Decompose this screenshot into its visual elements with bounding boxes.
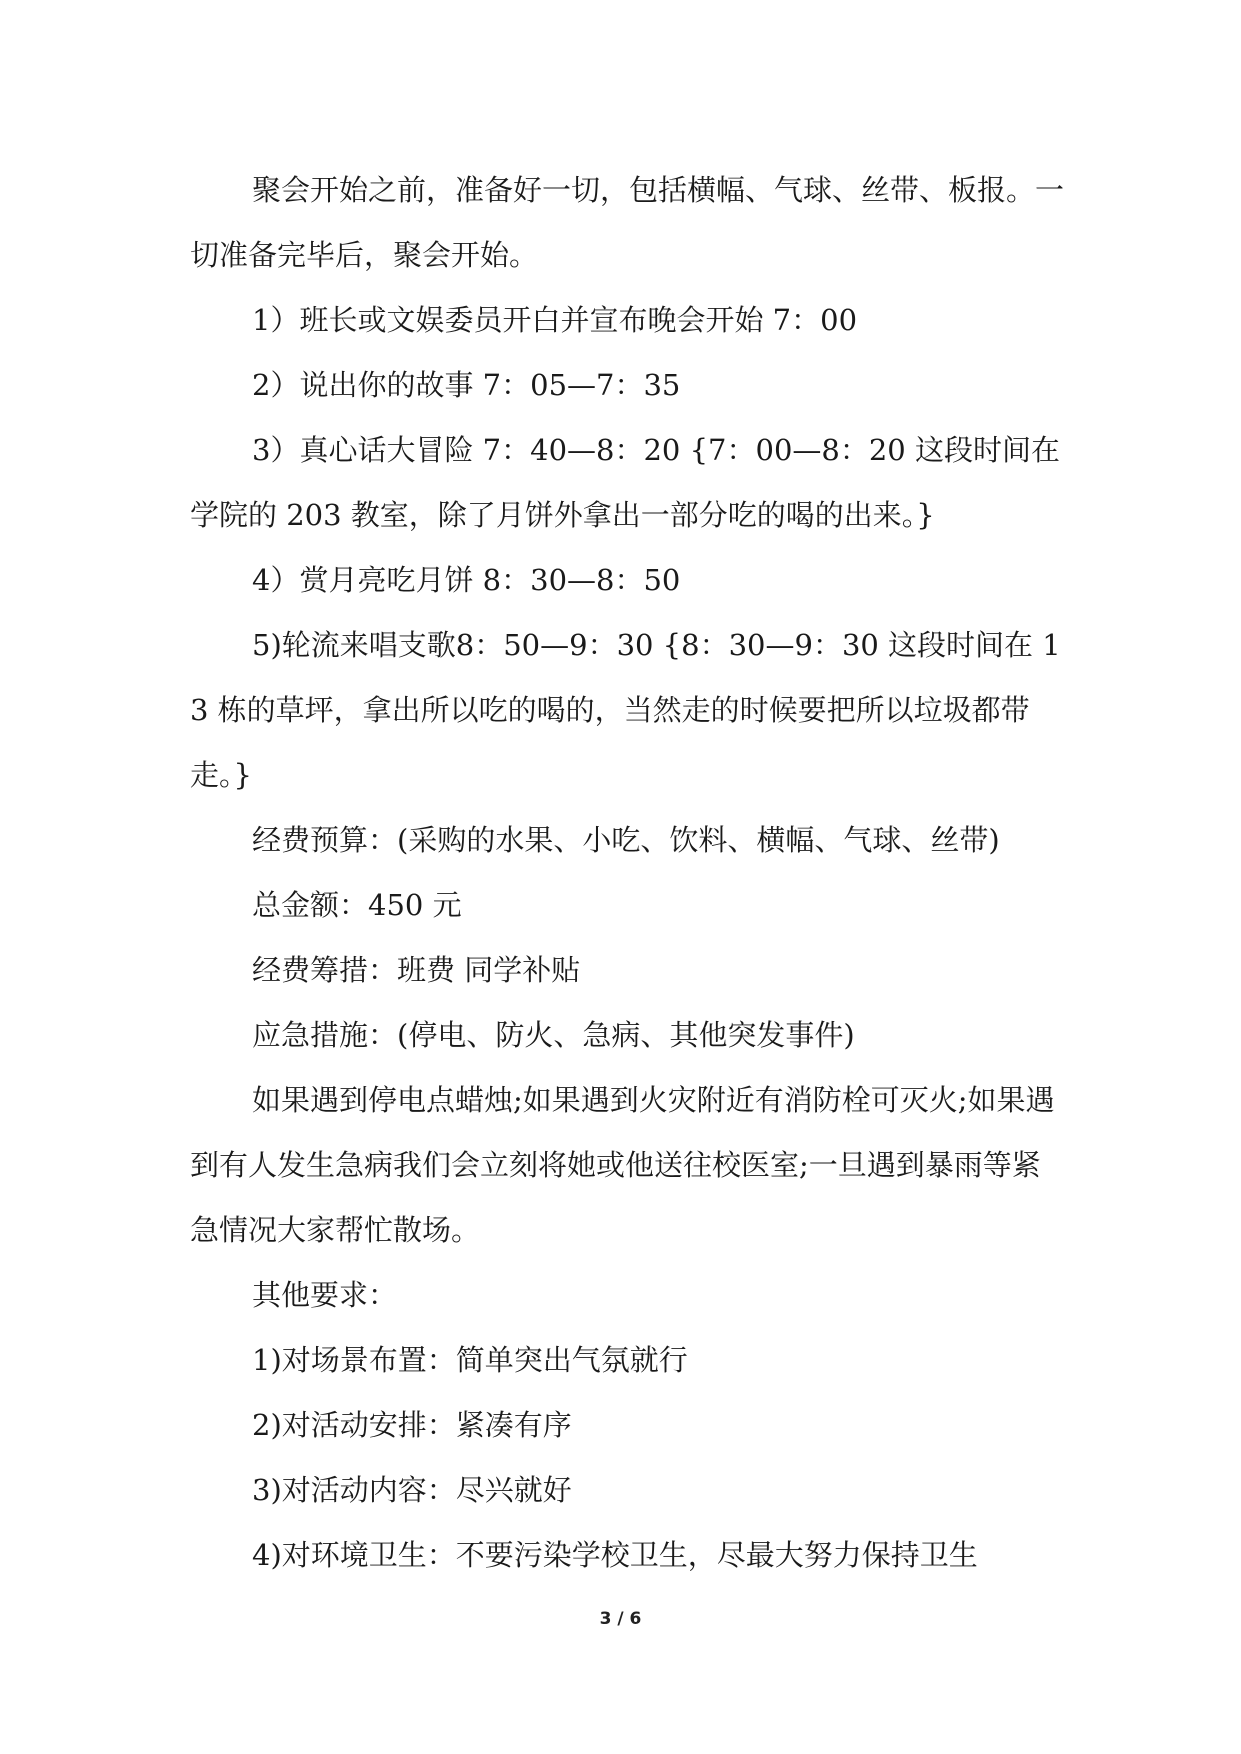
requirement-item-4: 4)对环境卫生：不要污染学校卫生，尽最大努力保持卫生 <box>252 1538 978 1572</box>
page-number: 3 / 6 <box>599 1609 642 1629</box>
budget-heading: 经费预算：(采购的水果、小吃、饮料、横幅、气球、丝带) <box>252 823 1000 857</box>
emergency-details: 如果遇到停电点蜡烛;如果遇到火灾附近有消防栓可灭火;如果遇到有人发生急病我们会立刻将她或他送往校医室;一旦遇到暴雨等紧急情况大家帮忙散场。 <box>190 1083 1055 1247</box>
schedule-item-1: 1）班长或文娱委员开白并宣布晚会开始 7：00 <box>252 303 858 337</box>
requirement-item-3: 3)对活动内容：尽兴就好 <box>252 1473 572 1507</box>
requirement-item-1: 1)对场景布置：简单突出气氛就行 <box>252 1343 688 1377</box>
schedule-item-2: 2）说出你的故事 7：05—7：35 <box>252 368 681 402</box>
schedule-item-5: 5)轮流来唱支歌8：50—9：30 {8：30—9：30 这段时间在 13 栋的草坪，拿出所以吃的喝的，当然走的时候要把所以垃圾都带走。} <box>190 628 1061 792</box>
budget-total: 总金额：450 元 <box>252 888 462 922</box>
other-requirements-heading: 其他要求： <box>252 1278 398 1312</box>
schedule-item-3: 3）真心话大冒险 7：40—8：20 {7：00—8：20 这段时间在学院的 203 教室，除了月饼外拿出一部分吃的喝的出来。} <box>190 433 1060 532</box>
budget-funding: 经费筹措：班费 同学补贴 <box>252 953 581 987</box>
requirement-item-2: 2)对活动安排：紧凑有序 <box>252 1408 572 1442</box>
schedule-item-4: 4）赏月亮吃月饼 8：30—8：50 <box>252 563 681 597</box>
emergency-heading: 应急措施：(停电、防火、急病、其他突发事件) <box>252 1018 855 1052</box>
paragraph-preparation: 聚会开始之前，准备好一切，包括横幅、气球、丝带、板报。一切准备完毕后，聚会开始。 <box>190 173 1065 272</box>
document-body <box>190 158 1065 1588</box>
